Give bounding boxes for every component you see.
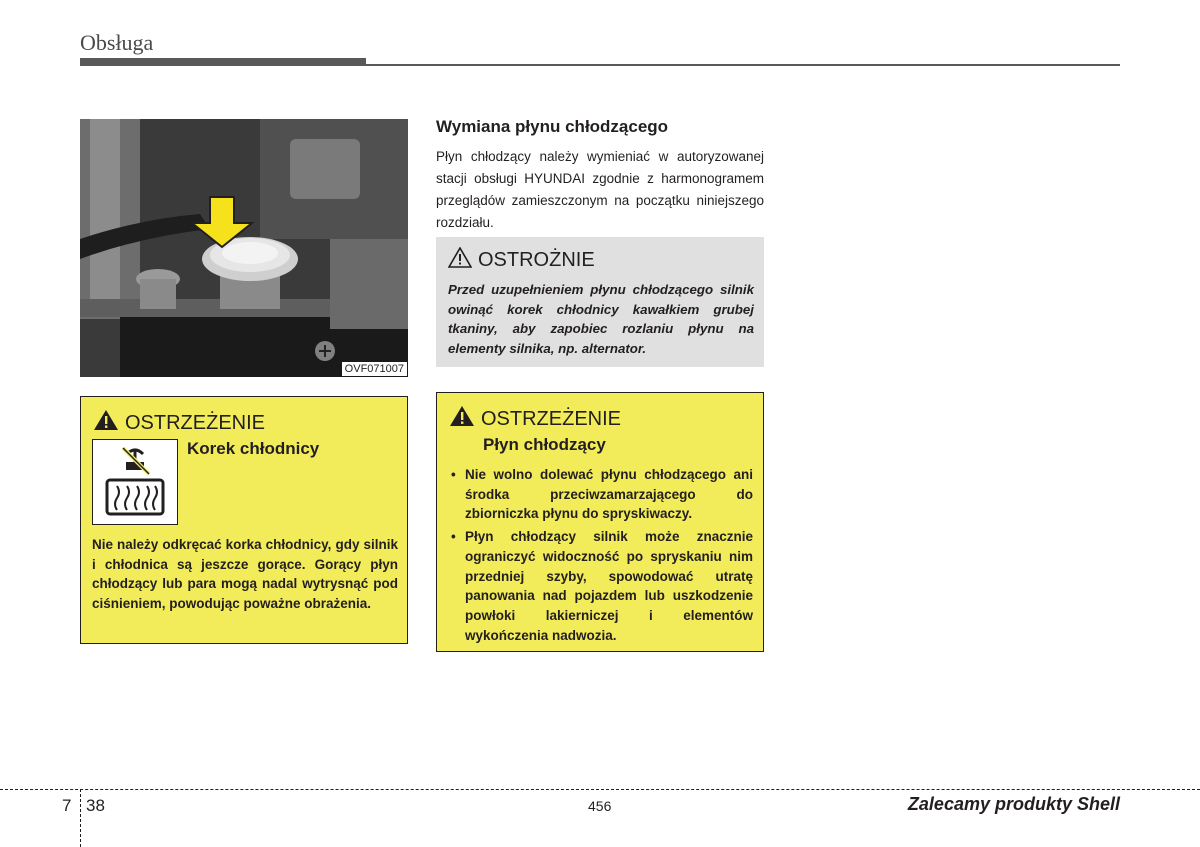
caution-title-row <box>448 247 754 274</box>
warning1-text: Nie należy odkręcać korka chłodnicy, gdy silnik i chłodnica są jeszcze gorące. Gorący płyn chłodzący lub para mogą nadal wytrysnąć pod ciśnieniem, powodując poważne obrażenia. <box>92 537 398 611</box>
section-body-text: Płyn chłodzący należy wymieniać w autoryzowanej stacji obsługi HYUNDAI zgodnie z harmonogramem przeglądów zamieszczonym na początku niniejszego rozdziału. <box>436 149 764 230</box>
warning2-title-row <box>449 405 753 433</box>
caution-triangle-icon <box>448 247 472 274</box>
section-heading: Wymiana płynu chłodzącego <box>436 117 669 136</box>
warning-box-radiator-cap <box>80 396 408 644</box>
footer-chapter-number: 7 <box>62 796 72 815</box>
warning-triangle-icon <box>449 405 475 433</box>
footer-dashed-divider <box>80 789 81 847</box>
warning1-subtitle: Korek chłodnicy <box>187 439 320 458</box>
page-header-title: Obsługa <box>80 30 154 55</box>
header-rule-thick <box>80 58 366 66</box>
caution-title: OSTROŻNIE <box>478 249 595 271</box>
warning1-title-row <box>93 409 397 437</box>
footer-page-in-chapter: 38 <box>86 796 105 815</box>
list-item: • Płyn chłodzący silnik może znacznie ograniczyć widoczność po spryskaniu nim przedniej szyby, spowodować utratę panowania nad pojazdem lub uszkodzenie powłoki lakierniczej i elementów wykończenia nadwozia. <box>449 527 753 645</box>
warning2-list <box>449 465 753 645</box>
footer-page-number: 456 <box>588 798 612 814</box>
header-rule-thin <box>366 64 1120 66</box>
warning1-title: OSTRZEŻENIE <box>125 411 266 434</box>
footer-brand-text: Zalecamy produkty Shell <box>907 794 1120 814</box>
warning-triangle-icon <box>93 409 119 437</box>
warning2-title: OSTRZEŻENIE <box>481 407 622 430</box>
footer-dashed-rule <box>0 789 1200 790</box>
list-item: • Nie wolno dolewać płynu chłodzącego ani środka przeciwzamarzającego do zbiorniczka płynu do spryskiwaczy. <box>449 465 753 524</box>
warning2-subtitle: Płyn chłodzący <box>483 435 606 454</box>
warning-box-coolant <box>436 392 764 652</box>
hot-radiator-icon <box>92 439 178 525</box>
caution-box <box>436 237 764 367</box>
engine-bay-photo <box>80 119 408 377</box>
engine-bay-illustration <box>80 119 408 377</box>
caution-text: Przed uzupełnieniem płynu chłodzącego silnik owinąć korek chłodnicy kawałkiem grubej tkaniny, aby zapobiec rozlaniu płynu na elementy silnika, np. alternator. <box>448 282 754 356</box>
figure-code-label: OVF071007 <box>342 362 407 376</box>
